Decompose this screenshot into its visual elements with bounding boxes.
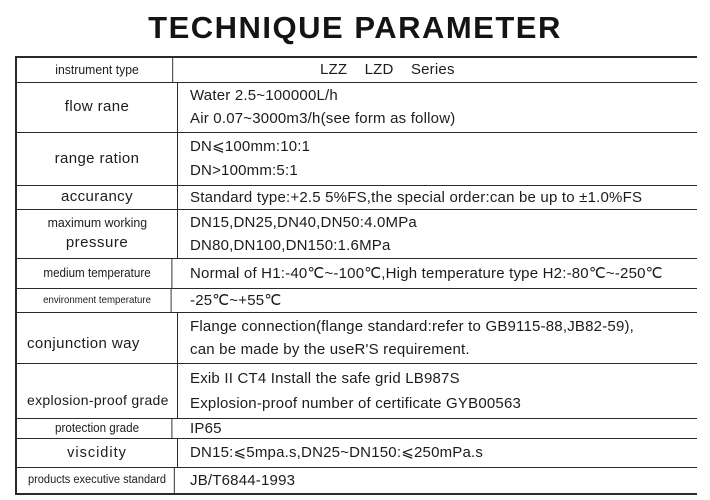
row-value	[178, 210, 697, 258]
row-label-text: explosion-proof grade	[27, 391, 169, 408]
row-label-text: range ration	[54, 149, 140, 167]
row-label-text: environment temperature	[43, 293, 152, 306]
row-value-text: DN15:⩽5mpa.s,DN25~DN150:⩽250mPa.s	[190, 444, 484, 462]
row-value	[178, 468, 697, 493]
table-row-instrument-type	[17, 58, 697, 83]
row-label	[17, 133, 178, 185]
row-value-text: -25℃~+55℃	[190, 291, 282, 309]
row-value-line: DN⩽100mm:10:1	[190, 138, 311, 156]
row-label	[17, 210, 178, 258]
table-row-environment-temperature	[17, 289, 697, 313]
row-value	[178, 439, 697, 467]
row-label	[17, 439, 178, 467]
table-row-explosion-proof-grade	[17, 364, 697, 419]
row-value	[178, 289, 697, 312]
row-value-text: LZZ LZD Series	[320, 61, 455, 79]
row-value-line: Explosion-proof number of certificate GYB00563	[190, 394, 522, 412]
row-label-text: protection grade	[55, 420, 140, 435]
row-label-text: medium temperature	[43, 265, 151, 280]
table-row-flow-rane	[17, 83, 697, 133]
table-row-max-working-pressure	[17, 210, 697, 259]
row-value	[178, 83, 697, 132]
row-value	[178, 364, 697, 418]
row-label-line: pressure	[65, 234, 129, 252]
table-row-range-ration	[17, 133, 697, 186]
row-value	[178, 259, 697, 288]
row-label	[22, 58, 173, 82]
parameter-table	[15, 56, 697, 495]
row-value-line: DN80,DN100,DN150:1.6MPa	[190, 236, 391, 254]
row-label	[17, 313, 178, 363]
page-title: TECHNIQUE PARAMETER	[148, 10, 562, 45]
row-value-line: can be made by the useR'S requirement.	[190, 340, 470, 358]
row-label	[17, 186, 178, 209]
row-value	[178, 133, 697, 185]
row-value-line: Water 2.5~100000L/h	[190, 87, 338, 105]
row-label-text: flow rane	[64, 98, 130, 116]
row-label	[23, 289, 171, 312]
table-row-protection-grade	[17, 419, 697, 439]
row-value	[178, 419, 697, 438]
row-label-line: maximum working	[47, 215, 147, 230]
row-label-text: conjunction way	[27, 335, 140, 353]
row-value-line: DN15,DN25,DN40,DN50:4.0MPa	[190, 214, 417, 231]
row-value-line: Flange connection(flange standard:refer to GB9115-88,JB82-59),	[190, 317, 635, 335]
table-row-conjunction-way	[17, 313, 697, 364]
row-value	[178, 186, 697, 209]
row-value	[178, 313, 697, 363]
table-row-accurancy	[17, 186, 697, 210]
row-label	[23, 259, 173, 288]
row-label	[23, 419, 173, 438]
table-row-products-executive-standard	[17, 468, 697, 493]
row-label-text: viscidity	[67, 444, 127, 461]
row-value-line: DN>100mm:5:1	[190, 162, 298, 180]
table-row-medium-temperature	[17, 259, 697, 289]
row-label	[17, 364, 178, 418]
row-value-line: Air 0.07~3000m3/h(see form as follow)	[190, 110, 456, 128]
row-value	[178, 58, 697, 82]
row-value-text: Normal of H1:-40℃~-100℃,High temperature type H2:-80℃~-250℃	[190, 264, 663, 282]
row-label-text: accurancy	[61, 188, 133, 206]
table-row-viscidity	[17, 439, 697, 468]
row-label-text: products executive standard	[27, 474, 167, 487]
row-label	[17, 83, 178, 132]
row-label-text: instrument type	[55, 61, 139, 77]
row-value-line: Exib II CT4 Install the safe grid LB987S	[190, 370, 460, 387]
row-value-text: JB/T6844-1993	[190, 471, 296, 489]
row-label	[20, 468, 175, 493]
row-value-text: Standard type:+2.5 5%FS,the special order:can be up to ±1.0%FS	[190, 188, 643, 206]
row-value-text: IP65	[190, 419, 222, 437]
